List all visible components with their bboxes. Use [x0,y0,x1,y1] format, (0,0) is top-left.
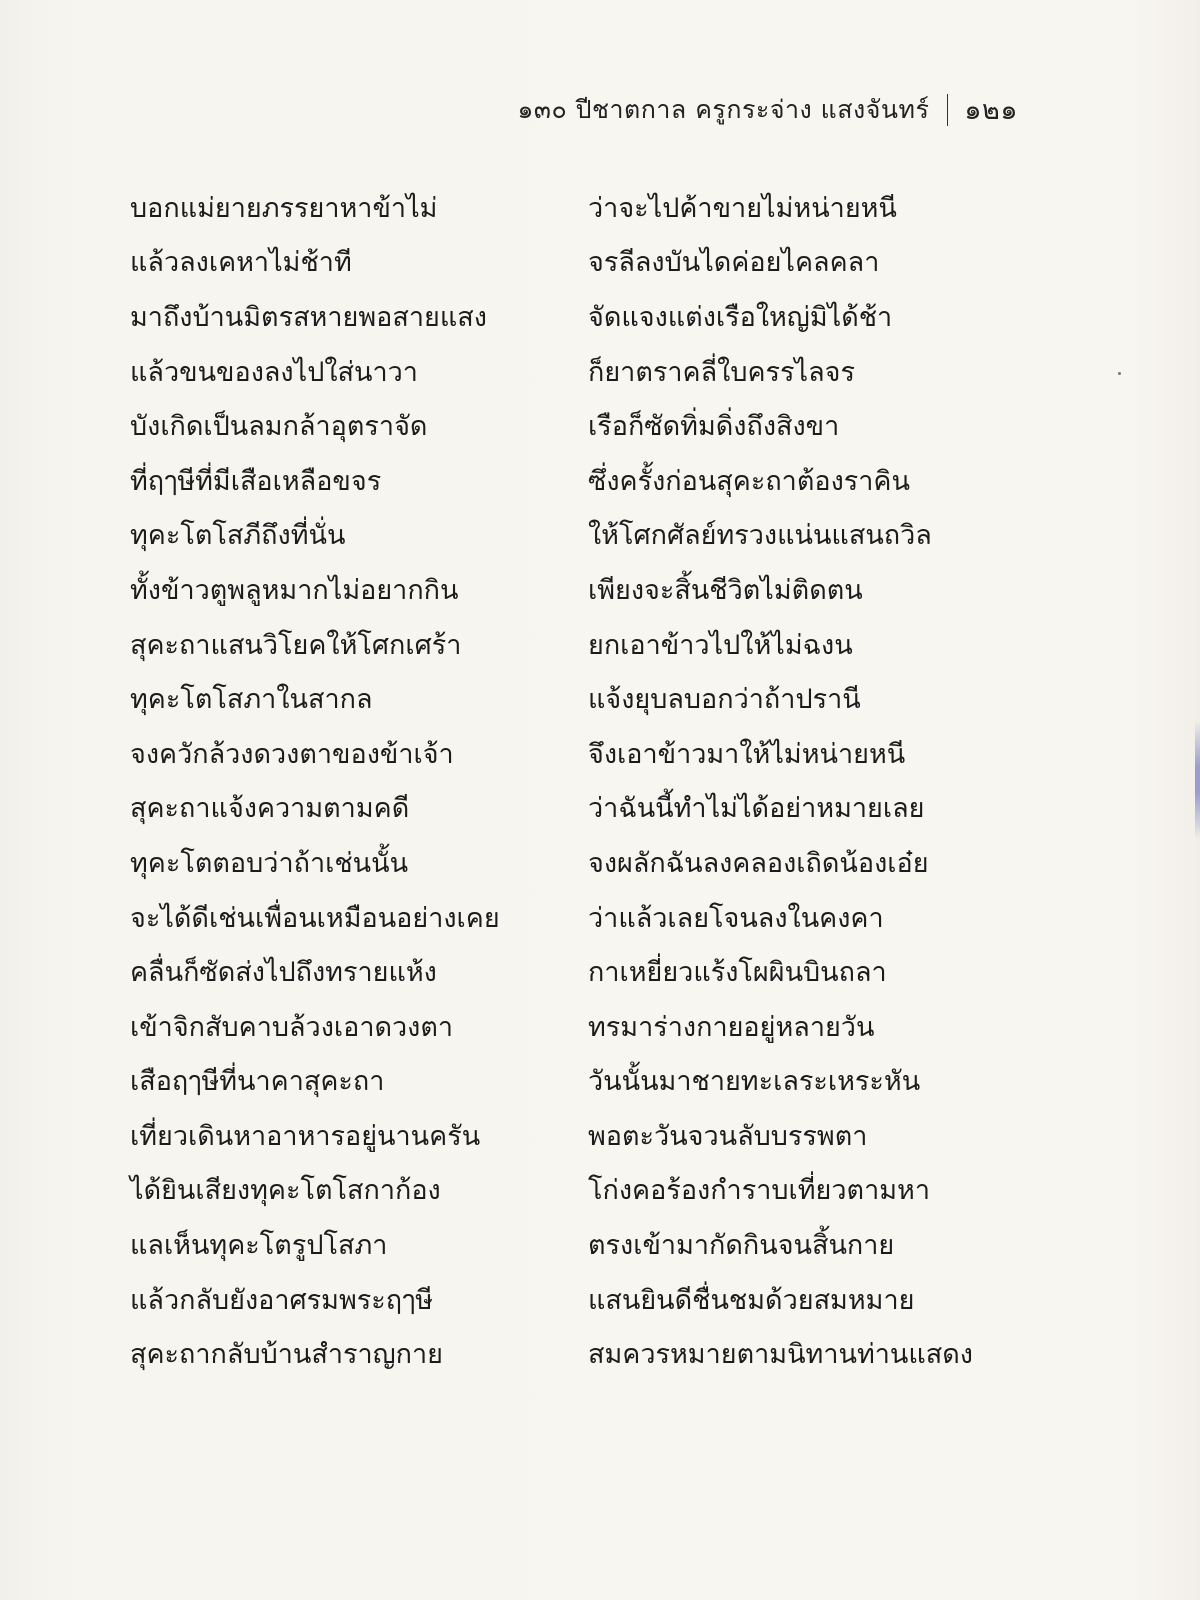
verse-row [130,235,1008,290]
verse-right: โก่งคอร้องกำราบเที่ยวตามหา [588,1175,930,1207]
verse-right: ทรมาร่างกายอยู่หลายวัน [588,1011,875,1043]
verse-right: แจ้งยุบลบอกว่าถ้าปรานี [588,684,861,716]
verse-left: ทุคะโตโสภีถึงที่นั่น [130,520,346,552]
verse-row [130,726,1008,781]
verse-row [130,890,1008,945]
verse-left: แล้วขนของลงไปใส่นาวา [130,356,418,388]
verse-right: จรลีลงบันไดค่อยไคลคลา [588,247,880,279]
verse-row [130,562,1008,617]
verse-right: เพียงจะสิ้นชีวิตไม่ติดตน [588,574,863,606]
verse-right: ว่าฉันนี้ทำไม่ได้อย่าหมายเลย [588,793,925,825]
verse-right: ว่าจะไปค้าขายไม่หน่ายหนี [588,192,897,224]
verse-row [130,1217,1008,1272]
verse-row [130,1272,1008,1327]
verse-row [130,999,1008,1054]
verse-row [130,398,1008,453]
verse-left: บังเกิดเป็นลมกล้าอุตราจัด [130,411,428,443]
verse-left: จงควักล้วงดวงตาของข้าเจ้า [130,738,454,770]
verse-left: สุคะถาแจ้งความตามคดี [130,793,410,825]
poem-body [130,180,1008,1381]
verse-right: แสนยินดีชื่นชมด้วยสมหมาย [588,1284,915,1316]
verse-row [130,1326,1008,1381]
verse-right: ก็ยาตราคลี่ใบครรไลจร [588,356,855,388]
header-divider [947,94,948,126]
verse-row [130,508,1008,563]
verse-right: ซึ่งครั้งก่อนสุคะถาต้องราคิน [588,465,910,497]
verse-row [130,289,1008,344]
verse-left: แล้วกลับยังอาศรมพระฤๅษี [130,1284,434,1316]
running-title: ๑๓๐ ปีชาตกาล ครูกระจ่าง แสงจันทร์ [517,94,930,124]
running-header [517,88,1018,131]
verse-left: สุคะถากลับบ้านสำราญกาย [130,1339,443,1371]
paper-speck [1118,372,1121,375]
verse-left: ที่ฤๅษีที่มีเสือเหลือขจร [130,465,382,497]
verse-row [130,180,1008,235]
verse-right: วันนั้นมาชายทะเลระเหระหัน [588,1066,921,1098]
verse-row [130,344,1008,399]
verse-right: พอตะวันจวนลับบรรพตา [588,1120,868,1152]
verse-left: สุคะถาแสนวิโยคให้โศกเศร้า [130,629,462,661]
verse-row [130,835,1008,890]
verse-right: กาเหยี่ยวแร้งโผผินบินถลา [588,957,887,989]
verse-right: ยกเอาข้าวไปให้ไม่ฉงน [588,629,853,661]
verse-left: ทุคะโตตอบว่าถ้าเช่นนั้น [130,847,409,879]
verse-left: เสือฤๅษีที่นาคาสุคะถา [130,1066,385,1098]
verse-row [130,1163,1008,1218]
verse-left: จะได้ดีเช่นเพื่อนเหมือนอย่างเคย [130,902,500,934]
verse-left: เที่ยวเดินหาอาหารอยู่นานครัน [130,1120,481,1152]
verse-right: ตรงเข้ามากัดกินจนสิ้นกาย [588,1230,895,1262]
verse-row [130,1054,1008,1109]
verse-right: จึงเอาข้าวมาให้ไม่หน่ายหนี [588,738,906,770]
verse-left: มาถึงบ้านมิตรสหายพอสายแสง [130,301,487,333]
verse-row [130,944,1008,999]
verse-left: คลื่นก็ซัดส่งไปถึงทรายแห้ง [130,957,437,989]
verse-left: เข้าจิกสับคาบล้วงเอาดวงตา [130,1011,454,1043]
verse-row [130,1108,1008,1163]
verse-right: จัดแจงแต่งเรือใหญ่มิได้ช้า [588,301,893,333]
verse-left: ทุคะโตโสภาในสากล [130,684,373,716]
verse-left: บอกแม่ยายภรรยาหาข้าไม่ [130,192,438,224]
page-number: ๑๒๑ [964,95,1018,126]
page-edge-mark [1195,720,1200,840]
verse-right: เรือก็ซัดทิ่มดิ่งถึงสิงขา [588,411,840,443]
verse-right: ให้โศกศัลย์ทรวงแน่นแสนถวิล [588,520,932,552]
verse-left: แลเห็นทุคะโตรูปโสภา [130,1230,388,1262]
verse-left: แล้วลงเคหาไม่ช้าที [130,247,352,279]
verse-row [130,453,1008,508]
verse-right: จงผลักฉันลงคลองเถิดน้องเอ๋ย [588,847,929,879]
verse-row [130,781,1008,836]
verse-row [130,617,1008,672]
verse-right: ว่าแล้วเลยโจนลงในคงคา [588,902,884,934]
verse-left: ทั้งข้าวตูพลูหมากไม่อยากกิน [130,574,459,606]
verse-right: สมควรหมายตามนิทานท่านแสดง [588,1339,973,1371]
verse-left: ได้ยินเสียงทุคะโตโสกาก้อง [130,1175,441,1207]
verse-row [130,671,1008,726]
